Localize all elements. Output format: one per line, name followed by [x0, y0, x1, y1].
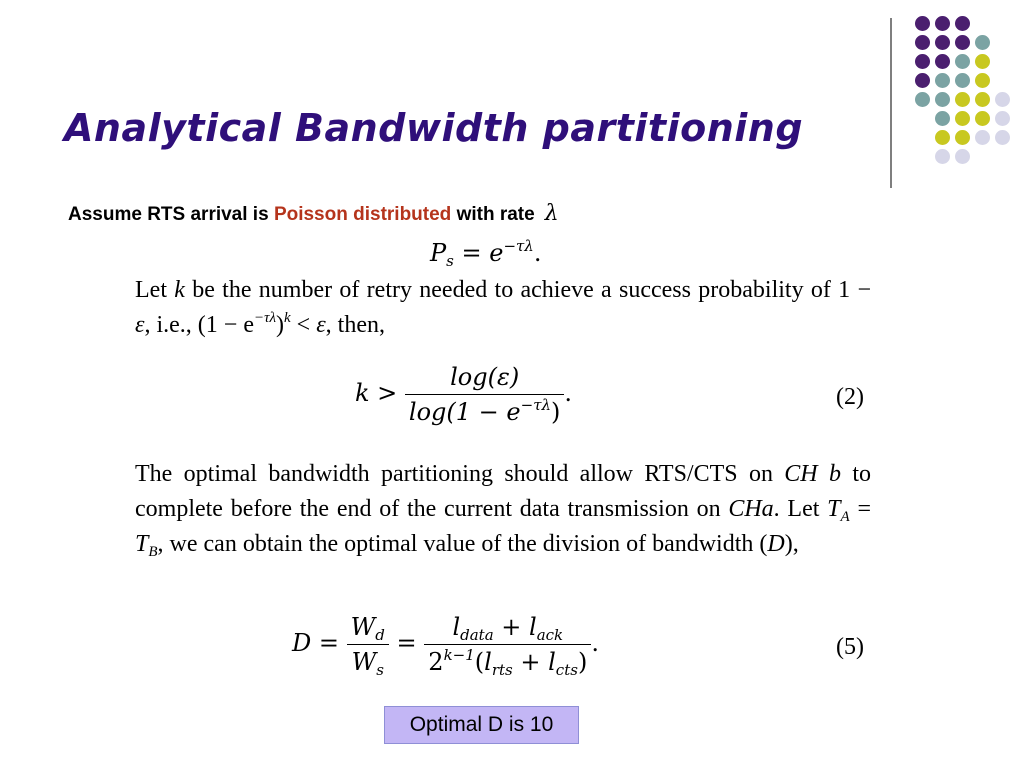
- p2-text: The optimal bandwidth partitioning should allow RTS/CTS on: [135, 461, 785, 487]
- eq5-l-sub: cts: [555, 661, 578, 679]
- decorative-dot: [935, 111, 950, 126]
- equation-2: [355, 360, 572, 429]
- decorative-divider-line: [890, 18, 892, 188]
- decorative-dot: [995, 111, 1010, 126]
- p1-text: , i.e., (1 − e: [144, 312, 254, 338]
- p1-text: ): [275, 312, 284, 338]
- decorative-dot: [915, 54, 930, 69]
- eq5-l: l: [548, 648, 556, 676]
- decorative-dot: [995, 92, 1010, 107]
- p1-epsilon: ε: [316, 312, 326, 338]
- eq5-paren: ): [577, 648, 588, 676]
- eq2-denominator: [405, 395, 564, 429]
- eq2-den-text: ): [551, 398, 561, 426]
- equation-success-probability: [430, 238, 541, 268]
- decorative-dot: [935, 73, 950, 88]
- decorative-dot: [915, 73, 930, 88]
- eq-ps-rel: = e: [453, 239, 504, 267]
- decorative-dot: [975, 54, 990, 69]
- p2-text: to complete before the end of the current data transmission on: [135, 461, 871, 522]
- p1-text: Let: [135, 277, 175, 303]
- p2-text: ),: [784, 531, 799, 557]
- decorative-dot: [955, 111, 970, 126]
- p2-text: =: [849, 496, 871, 522]
- eq5-f2-denominator: [424, 645, 591, 679]
- p1-epsilon: ε: [135, 312, 145, 338]
- eq2-end: .: [564, 379, 573, 407]
- eq5-fraction-w: [347, 610, 389, 679]
- decorative-dot: [915, 16, 930, 31]
- decorative-dot: [955, 130, 970, 145]
- eq2-fraction: [405, 360, 564, 429]
- eq5-l: l: [529, 613, 537, 641]
- p1-text: , then,: [325, 312, 385, 338]
- decorative-dot: [955, 16, 970, 31]
- decorative-dot: [955, 149, 970, 164]
- assumption-highlight: Poisson distributed: [273, 204, 452, 225]
- decorative-dot: [975, 73, 990, 88]
- equation-number-2: (2): [836, 384, 864, 410]
- p1-exponent: −τλ: [253, 310, 276, 326]
- decorative-dot: [915, 92, 930, 107]
- decorative-dot: [975, 35, 990, 50]
- eq5-l: l: [452, 613, 461, 641]
- eq5-f1-numerator: [347, 610, 389, 645]
- eq5-l-sub: data: [460, 626, 494, 644]
- p2-channel-b: CH b: [784, 461, 841, 487]
- decorative-dot: [935, 92, 950, 107]
- eq-ps-exp: −τλ: [503, 237, 534, 255]
- p1-text: <: [290, 312, 317, 338]
- decorative-dot: [935, 35, 950, 50]
- assumption-suffix: with rate: [456, 204, 535, 225]
- p2-tb-sub: B: [148, 544, 158, 560]
- eq5-w: W: [350, 613, 376, 641]
- eq-ps-end: .: [533, 239, 542, 267]
- decorative-dot: [935, 54, 950, 69]
- optimal-d-callout: Optimal D is 10: [384, 706, 579, 744]
- eq5-l-sub: rts: [491, 661, 513, 679]
- eq5-base: 2: [428, 648, 444, 676]
- decorative-dot: [955, 92, 970, 107]
- eq5-f1-denominator: [347, 645, 389, 679]
- p2-d: D: [767, 531, 785, 557]
- decorative-dot: [975, 130, 990, 145]
- eq5-l: l: [484, 648, 492, 676]
- eq5-w: W: [351, 648, 377, 676]
- eq5-plus: +: [493, 613, 530, 641]
- decorative-dot: [935, 149, 950, 164]
- decorative-dot: [995, 130, 1010, 145]
- eq5-end: .: [591, 629, 599, 657]
- p2-ta-sub: A: [840, 509, 850, 525]
- eq2-numerator: log(ε): [405, 360, 564, 395]
- assumption-line: [68, 200, 559, 229]
- eq-ps-lhs: P: [430, 239, 447, 267]
- eq5-f2-numerator: [424, 610, 591, 645]
- eq5-w-sub: d: [375, 626, 385, 644]
- p2-channel-a: CHa: [728, 496, 774, 522]
- eq5-rel: =: [311, 629, 347, 657]
- p1-text: be the number of retry needed to achieve a success probability of 1 −: [184, 277, 871, 303]
- decorative-dot: [935, 16, 950, 31]
- eq5-plus: +: [512, 648, 549, 676]
- eq2-den-text: log(1 − e: [408, 398, 521, 426]
- paragraph-bandwidth-partitioning: [135, 457, 871, 562]
- eq5-rel: =: [388, 629, 425, 657]
- eq5-fraction-l: [424, 610, 591, 679]
- eq2-den-exp: −τλ: [520, 396, 551, 414]
- eq5-paren: (: [474, 648, 485, 676]
- decorative-dot: [955, 35, 970, 50]
- p2-ta: T: [827, 496, 841, 522]
- decorative-dot: [955, 54, 970, 69]
- eq2-rel: >: [369, 379, 405, 407]
- p2-text: , we can obtain the optimal value of the division of bandwidth (: [157, 531, 768, 557]
- lambda-symbol: λ: [544, 201, 559, 226]
- decorative-dot: [975, 92, 990, 107]
- eq5-w-sub: s: [376, 661, 384, 679]
- decorative-dot: [935, 130, 950, 145]
- paragraph-retry-definition: [135, 273, 871, 343]
- decorative-dot: [955, 73, 970, 88]
- decorative-dot: [975, 111, 990, 126]
- eq5-l-sub: ack: [536, 626, 564, 644]
- slide-title: Analytical Bandwidth partitioning: [64, 106, 804, 150]
- eq5-lhs: D: [292, 629, 312, 657]
- p2-text: . Let: [773, 496, 828, 522]
- equation-5: [292, 610, 599, 679]
- eq2-lhs: k: [355, 379, 370, 407]
- assumption-prefix: Assume RTS arrival is: [68, 204, 269, 225]
- eq-ps-sub: s: [446, 252, 454, 270]
- eq5-exp: k−1: [443, 646, 475, 664]
- p1-exponent-k: k: [283, 310, 291, 326]
- p2-tb: T: [135, 531, 149, 557]
- equation-number-5: (5): [836, 634, 864, 660]
- decorative-dot: [915, 35, 930, 50]
- p1-k: k: [174, 277, 185, 303]
